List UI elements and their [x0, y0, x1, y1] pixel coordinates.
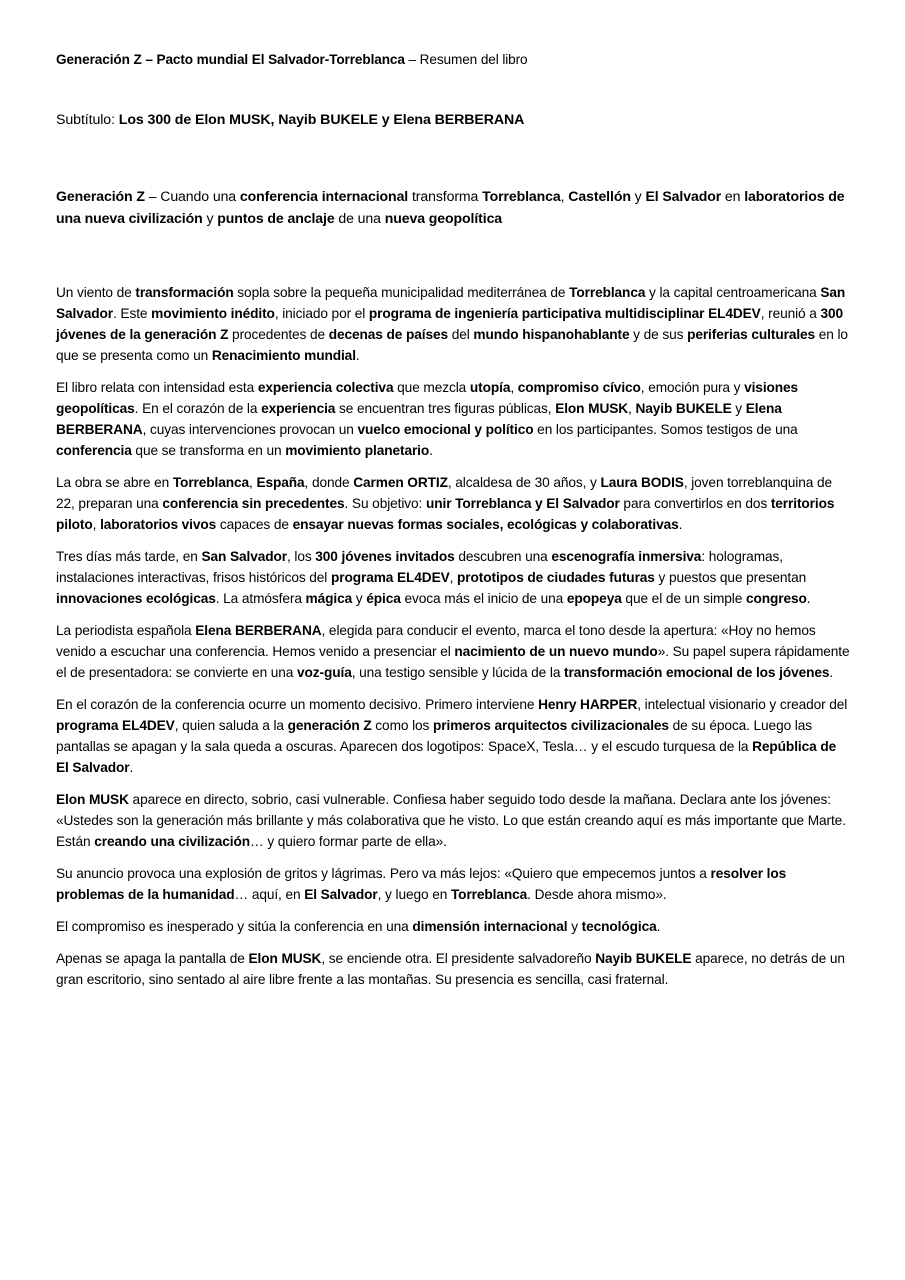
body-text: , donde — [304, 475, 354, 490]
body-text: . — [806, 591, 811, 606]
body-text: y — [202, 209, 218, 226]
emphasis-text: Henry HARPER — [538, 697, 638, 712]
body-text: aparece en directo, sobrio, casi vulnerable. Confiesa haber seguido todo desde la mañana. Declara ante los jóvenes: «Ustedes son la generación más brillante y más colaborativa que he visto. Lo que están creando aquí es más importante que Marte. Están — [56, 792, 846, 849]
body-text: … aquí, en — [234, 887, 305, 902]
emphasis-text: unir Torreblanca y El Salvador — [425, 496, 620, 511]
emphasis-text: territorios piloto — [56, 496, 835, 532]
emphasis-text: ensayar nuevas formas sociales, ecológicas y colaborativas — [292, 517, 679, 532]
emphasis-text: compromiso cívico — [517, 380, 641, 395]
emphasis-text: épica — [366, 591, 401, 606]
emphasis-text: periferias culturales — [687, 327, 816, 342]
body-text: Subtítulo: — [56, 112, 119, 128]
emphasis-text: puntos de anclaje — [217, 209, 335, 226]
emphasis-text: voz-guía — [297, 665, 352, 680]
emphasis-text: transformación — [135, 285, 234, 300]
emphasis-text: El Salvador — [645, 188, 722, 204]
body-text: El compromiso es inesperado y sitúa la conferencia en una — [56, 919, 413, 934]
emphasis-text: Elon MUSK — [56, 792, 129, 807]
body-text: procedentes de — [228, 327, 329, 342]
emphasis-text: movimiento inédito — [151, 306, 275, 321]
body-text: – Resumen del libro — [404, 52, 528, 67]
body-text: para convertirlos en dos — [619, 496, 771, 511]
body-text: y — [352, 591, 367, 606]
body-text: del — [448, 327, 474, 342]
body-text: . — [129, 760, 134, 775]
body-text: Tres días más tarde, en — [56, 549, 202, 564]
emphasis-text: laboratorios de una nueva civilización — [56, 188, 845, 226]
emphasis-text: experiencia colectiva — [257, 380, 394, 395]
body-text: en lo que se presenta como un — [56, 327, 848, 363]
emphasis-text: creando una civilización — [94, 834, 251, 849]
body-text: . — [355, 348, 360, 363]
body-text: y — [567, 919, 582, 934]
body-text: : hologramas, instalaciones interactivas, frisos históricos del — [56, 549, 783, 585]
emphasis-text: tecnológica — [581, 919, 657, 934]
emphasis-text: Generación Z – Pacto mundial El Salvador-Torreblanca — [56, 52, 405, 67]
document-title — [56, 50, 852, 70]
body-text: , los — [286, 549, 316, 564]
body-text: , — [510, 380, 518, 395]
emphasis-text: 300 jóvenes invitados — [315, 549, 455, 564]
emphasis-text: innovaciones ecológicas — [56, 591, 216, 606]
body-text: , intelectual visionario y creador del — [637, 697, 848, 712]
emphasis-text: vuelco emocional y político — [357, 422, 534, 437]
body-text: descubren una — [454, 549, 552, 564]
body-text: , reunió a — [760, 306, 821, 321]
intro-spacer — [56, 229, 852, 282]
body-text: que el de un simple — [621, 591, 746, 606]
emphasis-text: programa de ingeniería participativa multidisciplinar EL4DEV — [368, 306, 761, 321]
emphasis-text: Generación Z — [56, 188, 145, 204]
emphasis-text: movimiento planetario — [285, 443, 430, 458]
para-periodista-berberana — [56, 620, 852, 683]
emphasis-text: dimensión internacional — [412, 919, 568, 934]
para-viento-transformacion — [56, 282, 852, 366]
emphasis-text: nueva geopolítica — [384, 209, 503, 226]
body-text: . La atmósfera — [215, 591, 306, 606]
emphasis-text: conferencia — [56, 443, 132, 458]
document-body — [56, 50, 852, 990]
body-text: , — [92, 517, 101, 532]
emphasis-text: 300 jóvenes de la generación Z — [56, 306, 844, 342]
emphasis-text: congreso — [745, 591, 807, 606]
body-text: . En el corazón de la — [134, 401, 262, 416]
emphasis-text: laboratorios vivos — [100, 517, 217, 532]
para-compromiso-inesperado — [56, 916, 852, 937]
emphasis-text: visiones geopolíticas — [56, 380, 799, 416]
body-text: aparece, no detrás de un gran escritorio, sino sentado al aire libre frente a las montañas. Su presencia es sencilla, casi fraternal. — [56, 951, 845, 987]
body-text: de su época. Luego las pantallas se apagan y la sala queda a oscuras. Aparecen dos logotipos: SpaceX, Tesla… y el escudo turquesa de la — [56, 718, 812, 754]
emphasis-text: España — [256, 475, 305, 490]
emphasis-text: Nayib BUKELE — [635, 401, 732, 416]
subtitle-spacer — [56, 130, 852, 186]
body-text: , una testigo sensible y lúcida de la — [351, 665, 565, 680]
body-text: , joven torreblanquina de 22, preparan una — [56, 475, 832, 511]
body-text: evoca más el inicio de una — [400, 591, 567, 606]
body-text: . Su objetivo: — [344, 496, 426, 511]
para-anuncio-explosion — [56, 863, 852, 905]
emphasis-text: Renacimiento mundial — [211, 348, 356, 363]
emphasis-text: decenas de países — [328, 327, 449, 342]
emphasis-text: epopeya — [566, 591, 622, 606]
body-text: … y quiero formar parte de ella». — [250, 834, 447, 849]
body-text: , — [249, 475, 257, 490]
emphasis-text: Elena BERBERANA — [195, 623, 322, 638]
body-text: de una — [334, 209, 385, 226]
body-text: . — [678, 517, 683, 532]
emphasis-text: San Salvador — [56, 285, 846, 321]
body-text: como los — [371, 718, 433, 733]
emphasis-text: Torreblanca — [172, 475, 250, 490]
body-text: en — [721, 188, 745, 204]
emphasis-text: Carmen ORTIZ — [353, 475, 448, 490]
body-text: y de sus — [629, 327, 688, 342]
para-obra-torreblanca — [56, 472, 852, 535]
body-text: , y luego en — [377, 887, 451, 902]
para-experiencia-colectiva — [56, 377, 852, 461]
emphasis-text: Elon MUSK — [555, 401, 629, 416]
body-text: , emoción pura y — [640, 380, 745, 395]
para-pantalla-bukele — [56, 948, 852, 990]
body-text: . Desde ahora mismo». — [527, 887, 667, 902]
body-text: Su anuncio provoca una explosión de gritos y lágrimas. Pero va más lejos: «Quiero que empecemos juntos a — [56, 866, 711, 881]
body-text: La obra se abre en — [56, 475, 173, 490]
emphasis-text: Torreblanca — [569, 285, 646, 300]
emphasis-text: San Salvador — [201, 549, 287, 564]
body-text: El libro relata con intensidad esta — [56, 380, 258, 395]
body-text: se encuentran tres figuras públicas, — [335, 401, 556, 416]
emphasis-text: República de El Salvador — [56, 739, 837, 775]
emphasis-text: prototipos de ciudades futuras — [457, 570, 655, 585]
body-text: que mezcla — [393, 380, 470, 395]
body-text: , — [628, 401, 636, 416]
body-text: en los participantes. Somos testigos de una — [533, 422, 798, 437]
body-text: , elegida para conducir el evento, marca el tono desde la apertura: «Hoy no hemos venido a escuchar una conferencia. Hemos venido a presenciar el — [56, 623, 816, 659]
body-text: . — [656, 919, 661, 934]
emphasis-text: generación Z — [287, 718, 372, 733]
body-text: , cuyas intervenciones provocan un — [142, 422, 358, 437]
emphasis-text: mágica — [305, 591, 353, 606]
body-text: , se enciende otra. El presidente salvadoreño — [321, 951, 596, 966]
emphasis-text: Torreblanca — [482, 188, 561, 204]
emphasis-text: conferencia internacional — [239, 188, 409, 204]
emphasis-text: resolver los problemas de la humanidad — [56, 866, 787, 902]
body-text: Apenas se apaga la pantalla de — [56, 951, 249, 966]
emphasis-text: programa EL4DEV — [330, 570, 450, 585]
title-spacer — [56, 70, 852, 110]
intro-heading — [56, 186, 846, 229]
body-text: La periodista española — [56, 623, 196, 638]
body-text: y — [630, 188, 646, 204]
emphasis-text: Laura BODIS — [600, 475, 684, 490]
para-elon-musk-directo — [56, 789, 852, 852]
body-text: ». Su papel supera rápidamente el de presentadora: se convierte en una — [56, 644, 850, 680]
emphasis-text: mundo hispanohablante — [473, 327, 630, 342]
para-tres-dias — [56, 546, 852, 609]
emphasis-text: experiencia — [261, 401, 336, 416]
body-text: Un viento de — [56, 285, 136, 300]
emphasis-text: Nayib BUKELE — [595, 951, 692, 966]
emphasis-text: Torreblanca — [450, 887, 528, 902]
body-text: transforma — [408, 188, 483, 204]
body-text: , alcaldesa de 30 años, y — [447, 475, 601, 490]
body-text: En el corazón de la conferencia ocurre un momento decisivo. Primero interviene — [56, 697, 539, 712]
emphasis-text: escenografía inmersiva — [551, 549, 702, 564]
body-text: . Este — [113, 306, 152, 321]
emphasis-text: Castellón — [568, 188, 631, 204]
body-text: capaces de — [216, 517, 293, 532]
body-text: que se transforma en un — [131, 443, 286, 458]
emphasis-text: transformación emocional de los jóvenes — [564, 665, 830, 680]
emphasis-text: utopía — [469, 380, 511, 395]
body-text: y la capital centroamericana — [645, 285, 821, 300]
emphasis-text: Los 300 de Elon MUSK, Nayib BUKELE y Elena BERBERANA — [118, 112, 525, 128]
paragraph-list — [56, 282, 852, 990]
document-subtitle — [56, 110, 852, 130]
body-text: , — [560, 188, 569, 204]
body-text: , — [449, 570, 458, 585]
body-text: , iniciado por el — [274, 306, 369, 321]
body-text: , quien saluda a la — [174, 718, 288, 733]
emphasis-text: programa EL4DEV — [56, 718, 175, 733]
body-text: y — [731, 401, 746, 416]
emphasis-text: nacimiento de un nuevo mundo — [454, 644, 658, 659]
emphasis-text: primeros arquitectos civilizacionales — [433, 718, 669, 733]
body-text: – Cuando una — [144, 188, 240, 204]
body-text: . — [829, 665, 834, 680]
body-text: sopla sobre la pequeña municipalidad mediterránea de — [233, 285, 570, 300]
emphasis-text: El Salvador — [304, 887, 378, 902]
body-text: y puestos que presentan — [654, 570, 807, 585]
emphasis-text: Elon MUSK — [248, 951, 322, 966]
emphasis-text: conferencia sin precedentes — [162, 496, 345, 511]
emphasis-text: Elena BERBERANA — [56, 401, 782, 437]
para-corazon-conferencia — [56, 694, 852, 778]
body-text: . — [429, 443, 433, 458]
